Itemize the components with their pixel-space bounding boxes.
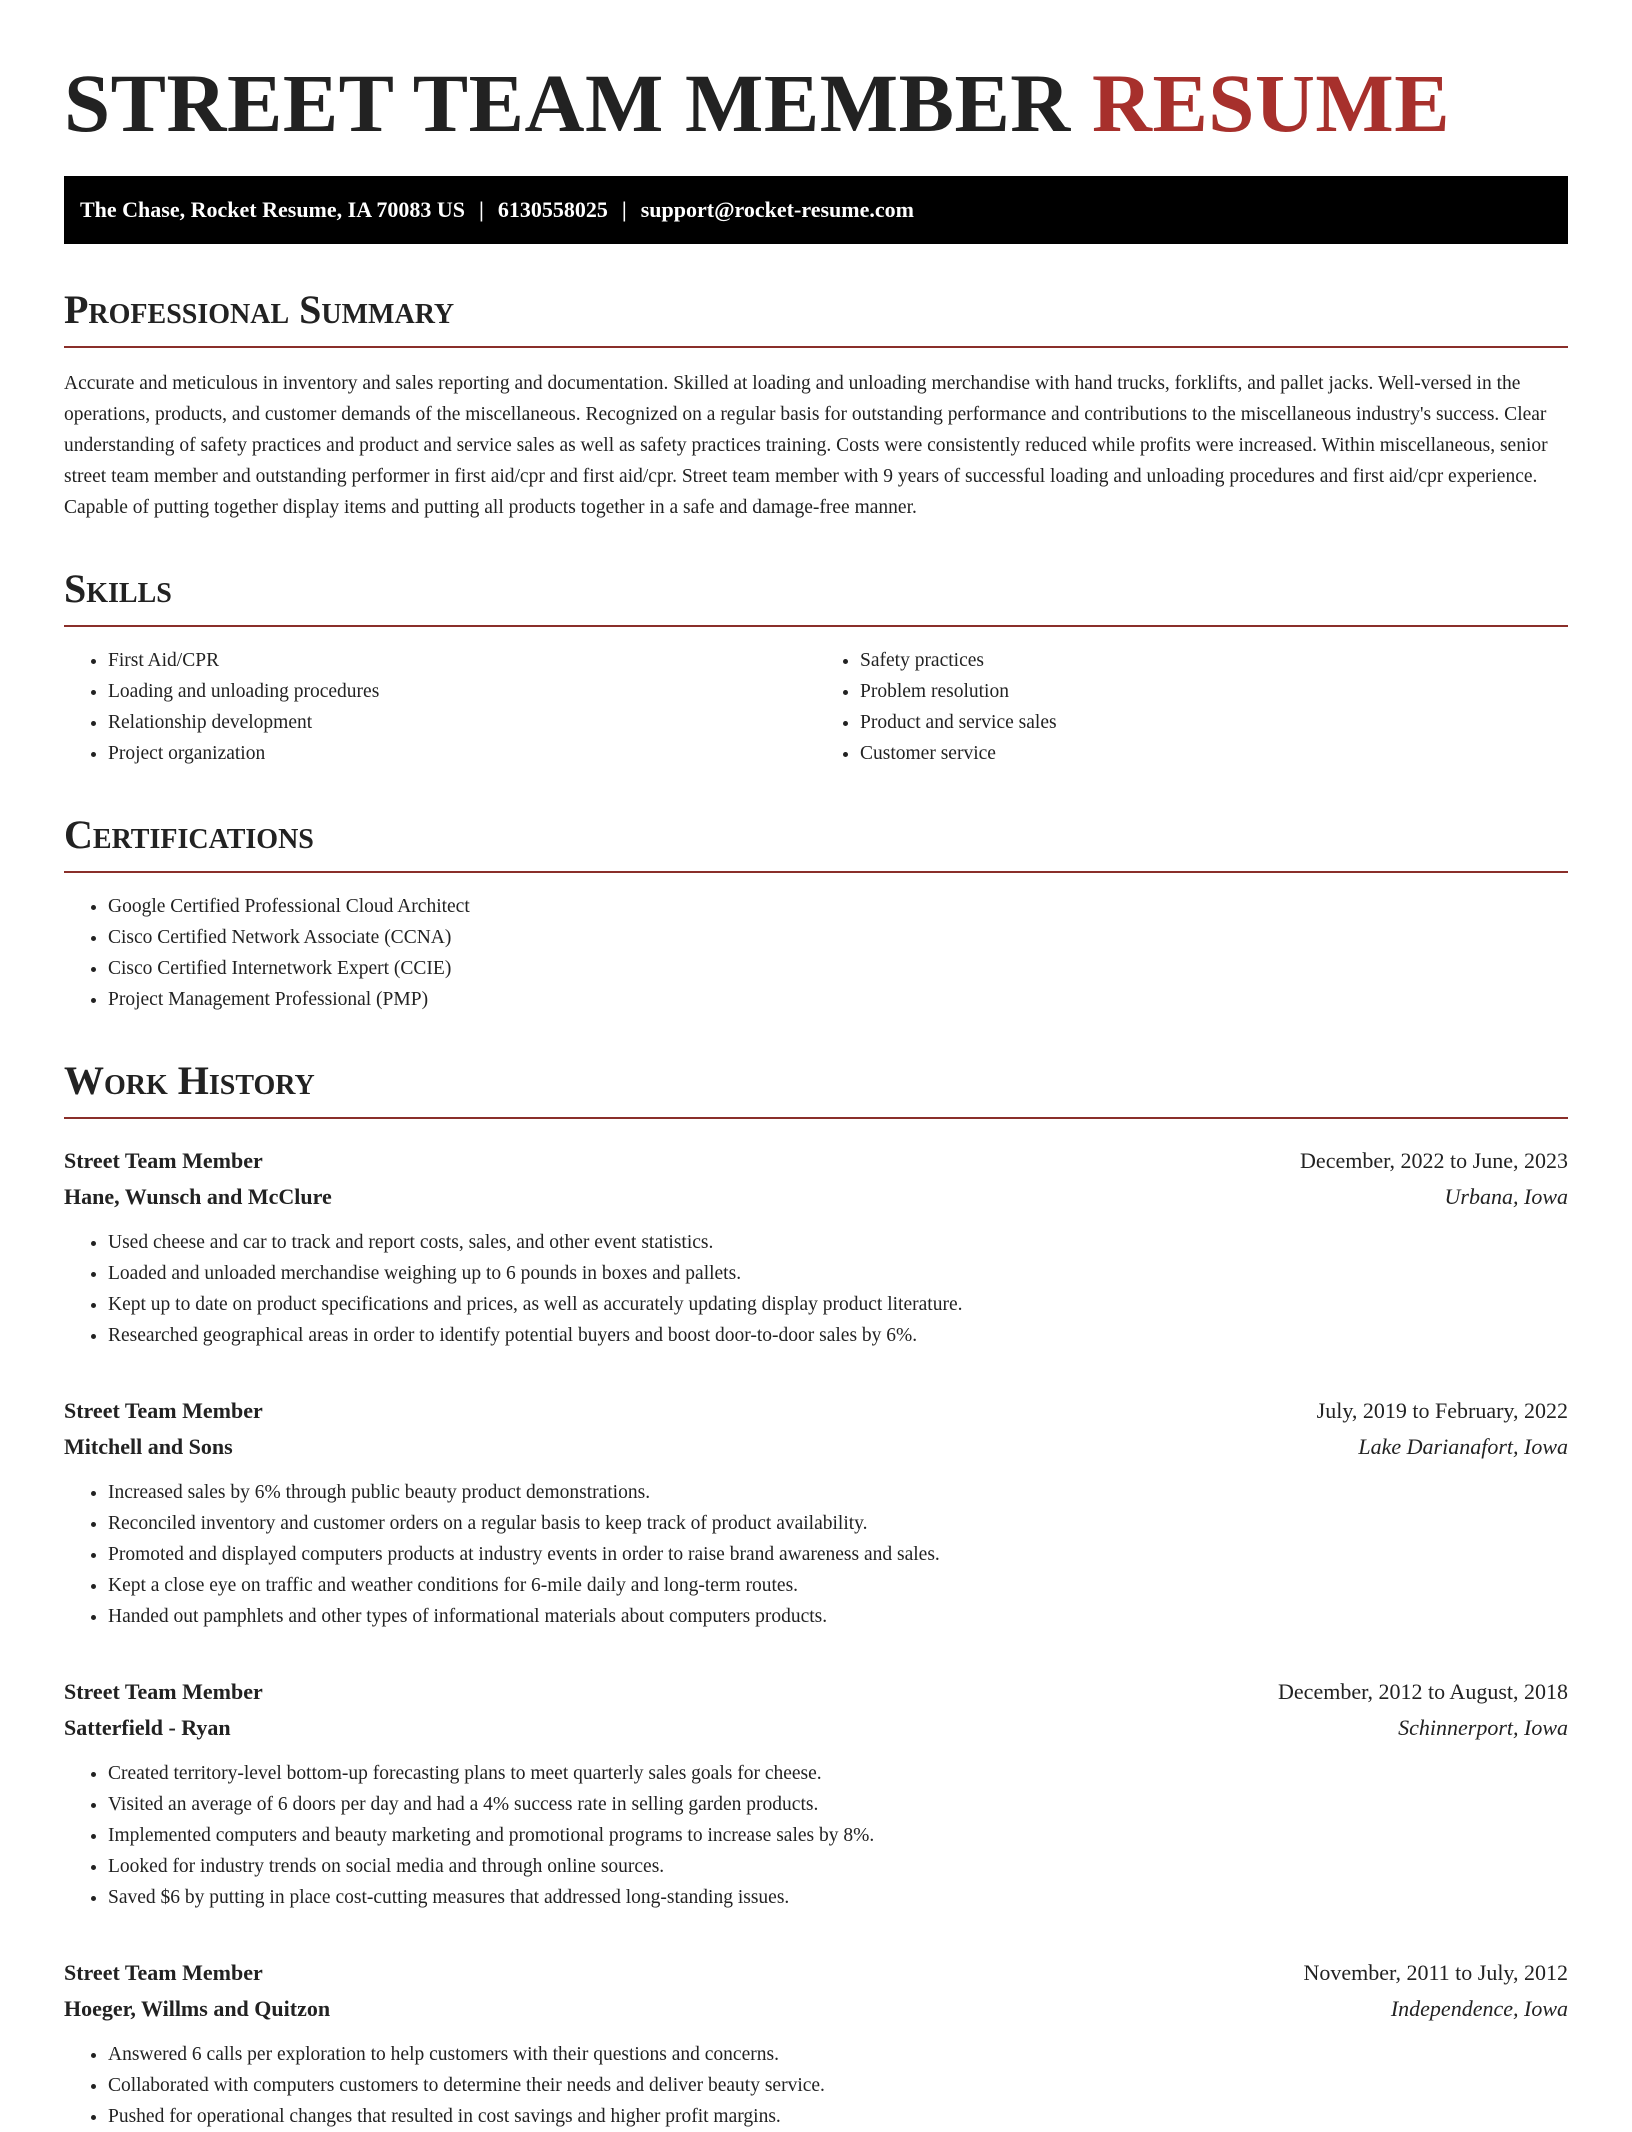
job-bullet: • Saved $6 by putting in place cost-cutting measures that addressed long-standing issues. <box>108 1882 1568 1913</box>
certifications-list <box>64 891 1568 1015</box>
job-bullets <box>64 1758 1568 1913</box>
contact-separator: | <box>621 197 627 222</box>
job-location: Independence, Iowa <box>1390 1996 1568 2021</box>
job-bullet: • Kept a close eye on traffic and weather conditions for 6-mile daily and long-term routes. <box>108 1570 1568 1601</box>
certifications-section <box>64 813 1568 1015</box>
job-header-row <box>64 1393 1568 1429</box>
skills-list-right <box>816 645 1568 769</box>
skill-item: • Safety practices <box>860 645 1568 676</box>
job-company-row <box>64 1991 1568 2027</box>
job-bullets <box>64 1227 1568 1351</box>
job-dates: December, 2022 to June, 2023 <box>1300 1148 1568 1173</box>
section-heading: Certifications <box>64 813 1568 873</box>
job-bullet: • Handed out pamphlets and other types of informational materials about computers products. <box>108 1601 1568 1632</box>
job-bullet: • Reconciled inventory and customer orders on a regular basis to keep track of product availability. <box>108 1508 1568 1539</box>
job-bullet: • Loaded and unloaded merchandise weighing up to 6 pounds in boxes and pallets. <box>108 1258 1568 1289</box>
resume-title <box>64 0 1568 148</box>
job-entry <box>64 1674 1568 1913</box>
job-header-row <box>64 1674 1568 1710</box>
job-bullet: • Collaborated with computers customers to determine their needs and deliver beauty service. <box>108 2070 1568 2101</box>
job-bullet: • Increased sales by 6% through public beauty product demonstrations. <box>108 1477 1568 1508</box>
job-bullets <box>64 1477 1568 1632</box>
section-heading: Work History <box>64 1059 1568 1119</box>
contact-address: The Chase, Rocket Resume, IA 70083 US <box>80 197 465 222</box>
summary-text: Accurate and meticulous in inventory and sales reporting and documentation. Skilled at loading and unloading merchandise with hand trucks, forklifts, and pallet jacks. Well-versed in the operations, products, and customer demands of the miscellaneous. Recognized on a regular basis for outstanding performance and contributions to the miscellaneous industry's success. Clear understanding of safety practices and product and service sales as well as safety practices training. Costs were consistently reduced while profits were increased. Within miscellaneous, senior street team member and outstanding performer in first aid/cpr and first aid/cpr. Street team member with 9 years of successful loading and unloading procedures and first aid/cpr experience. Capable of putting together display items and putting all products together in a safe and damage-free manner. <box>64 373 1548 518</box>
skill-item: • Product and service sales <box>860 707 1568 738</box>
skills-section <box>64 567 1568 769</box>
skill-item: • Loading and unloading procedures <box>108 676 816 707</box>
job-company: Hane, Wunsch and McClure <box>64 1184 332 1209</box>
job-company-row <box>64 1429 1568 1465</box>
contact-phone[interactable]: 6130558025 <box>497 197 608 222</box>
job-company: Hoeger, Willms and Quitzon <box>64 1996 331 2021</box>
job-location: Schinnerport, Iowa <box>1398 1715 1568 1740</box>
job-header-row <box>64 1955 1568 1991</box>
certification-item: • Cisco Certified Internetwork Expert (CCIE) <box>108 953 1568 984</box>
job-entry <box>64 1955 1568 2132</box>
job-bullet: • Pushed for operational changes that resulted in cost savings and higher profit margins. <box>108 2101 1568 2132</box>
contact-email[interactable]: support@rocket-resume.com <box>640 197 914 222</box>
professional-summary-section <box>64 288 1568 523</box>
job-bullet: • Answered 6 calls per exploration to help customers with their questions and concerns. <box>108 2039 1568 2070</box>
job-location: Urbana, Iowa <box>1444 1184 1568 1209</box>
job-bullet: • Implemented computers and beauty marketing and promotional programs to increase sales by 8%. <box>108 1820 1568 1851</box>
job-entry <box>64 1143 1568 1351</box>
job-bullet: • Promoted and displayed computers products at industry events in order to raise brand awareness and sales. <box>108 1539 1568 1570</box>
skill-item: • Problem resolution <box>860 676 1568 707</box>
section-heading: Professional Summary <box>64 288 1568 348</box>
job-company-row <box>64 1710 1568 1746</box>
skill-item: • First Aid/CPR <box>108 645 816 676</box>
job-bullet: • Used cheese and car to track and report costs, sales, and other event statistics. <box>108 1227 1568 1258</box>
certification-item: • Google Certified Professional Cloud Architect <box>108 891 1568 922</box>
job-bullet: • Looked for industry trends on social media and through online sources. <box>108 1851 1568 1882</box>
job-dates: November, 2011 to July, 2012 <box>1303 1960 1568 1985</box>
job-entry <box>64 1393 1568 1632</box>
job-bullet: • Researched geographical areas in order to identify potential buyers and boost door-to-door sales by 6%. <box>108 1320 1568 1351</box>
certification-item: • Project Management Professional (PMP) <box>108 984 1568 1015</box>
job-location: Lake Darianafort, Iowa <box>1358 1434 1568 1459</box>
contact-separator: | <box>479 197 484 222</box>
certification-item: • Cisco Certified Network Associate (CCNA) <box>108 922 1568 953</box>
job-header-row <box>64 1143 1568 1179</box>
skills-grid <box>64 645 1568 769</box>
job-bullets <box>64 2039 1568 2132</box>
job-company: Satterfield - Ryan <box>64 1715 231 1740</box>
job-bullet: • Created territory-level bottom-up forecasting plans to meet quarterly sales goals for cheese. <box>108 1758 1568 1789</box>
job-dates: December, 2012 to August, 2018 <box>1278 1679 1568 1704</box>
job-bullet: • Kept up to date on product specifications and prices, as well as accurately updating display product literature. <box>108 1289 1568 1320</box>
section-heading: Skills <box>64 567 1568 627</box>
job-title: Street Team Member <box>64 1148 263 1173</box>
skill-item: • Project organization <box>108 738 816 769</box>
job-title: Street Team Member <box>64 1679 263 1704</box>
job-title: Street Team Member <box>64 1398 263 1423</box>
title-main: STREET TEAM MEMBER <box>64 57 1071 149</box>
job-dates: July, 2019 to February, 2022 <box>1316 1398 1568 1423</box>
contact-bar <box>64 176 1568 244</box>
job-title: Street Team Member <box>64 1960 263 1985</box>
work-history-section <box>64 1059 1568 2132</box>
skills-list-left <box>64 645 816 769</box>
skill-item: • Customer service <box>860 738 1568 769</box>
job-bullet: • Visited an average of 6 doors per day and had a 4% success rate in selling garden products. <box>108 1789 1568 1820</box>
title-accent: RESUME <box>1092 57 1451 149</box>
job-company: Mitchell and Sons <box>64 1434 233 1459</box>
job-company-row <box>64 1179 1568 1215</box>
skill-item: • Relationship development <box>108 707 816 738</box>
